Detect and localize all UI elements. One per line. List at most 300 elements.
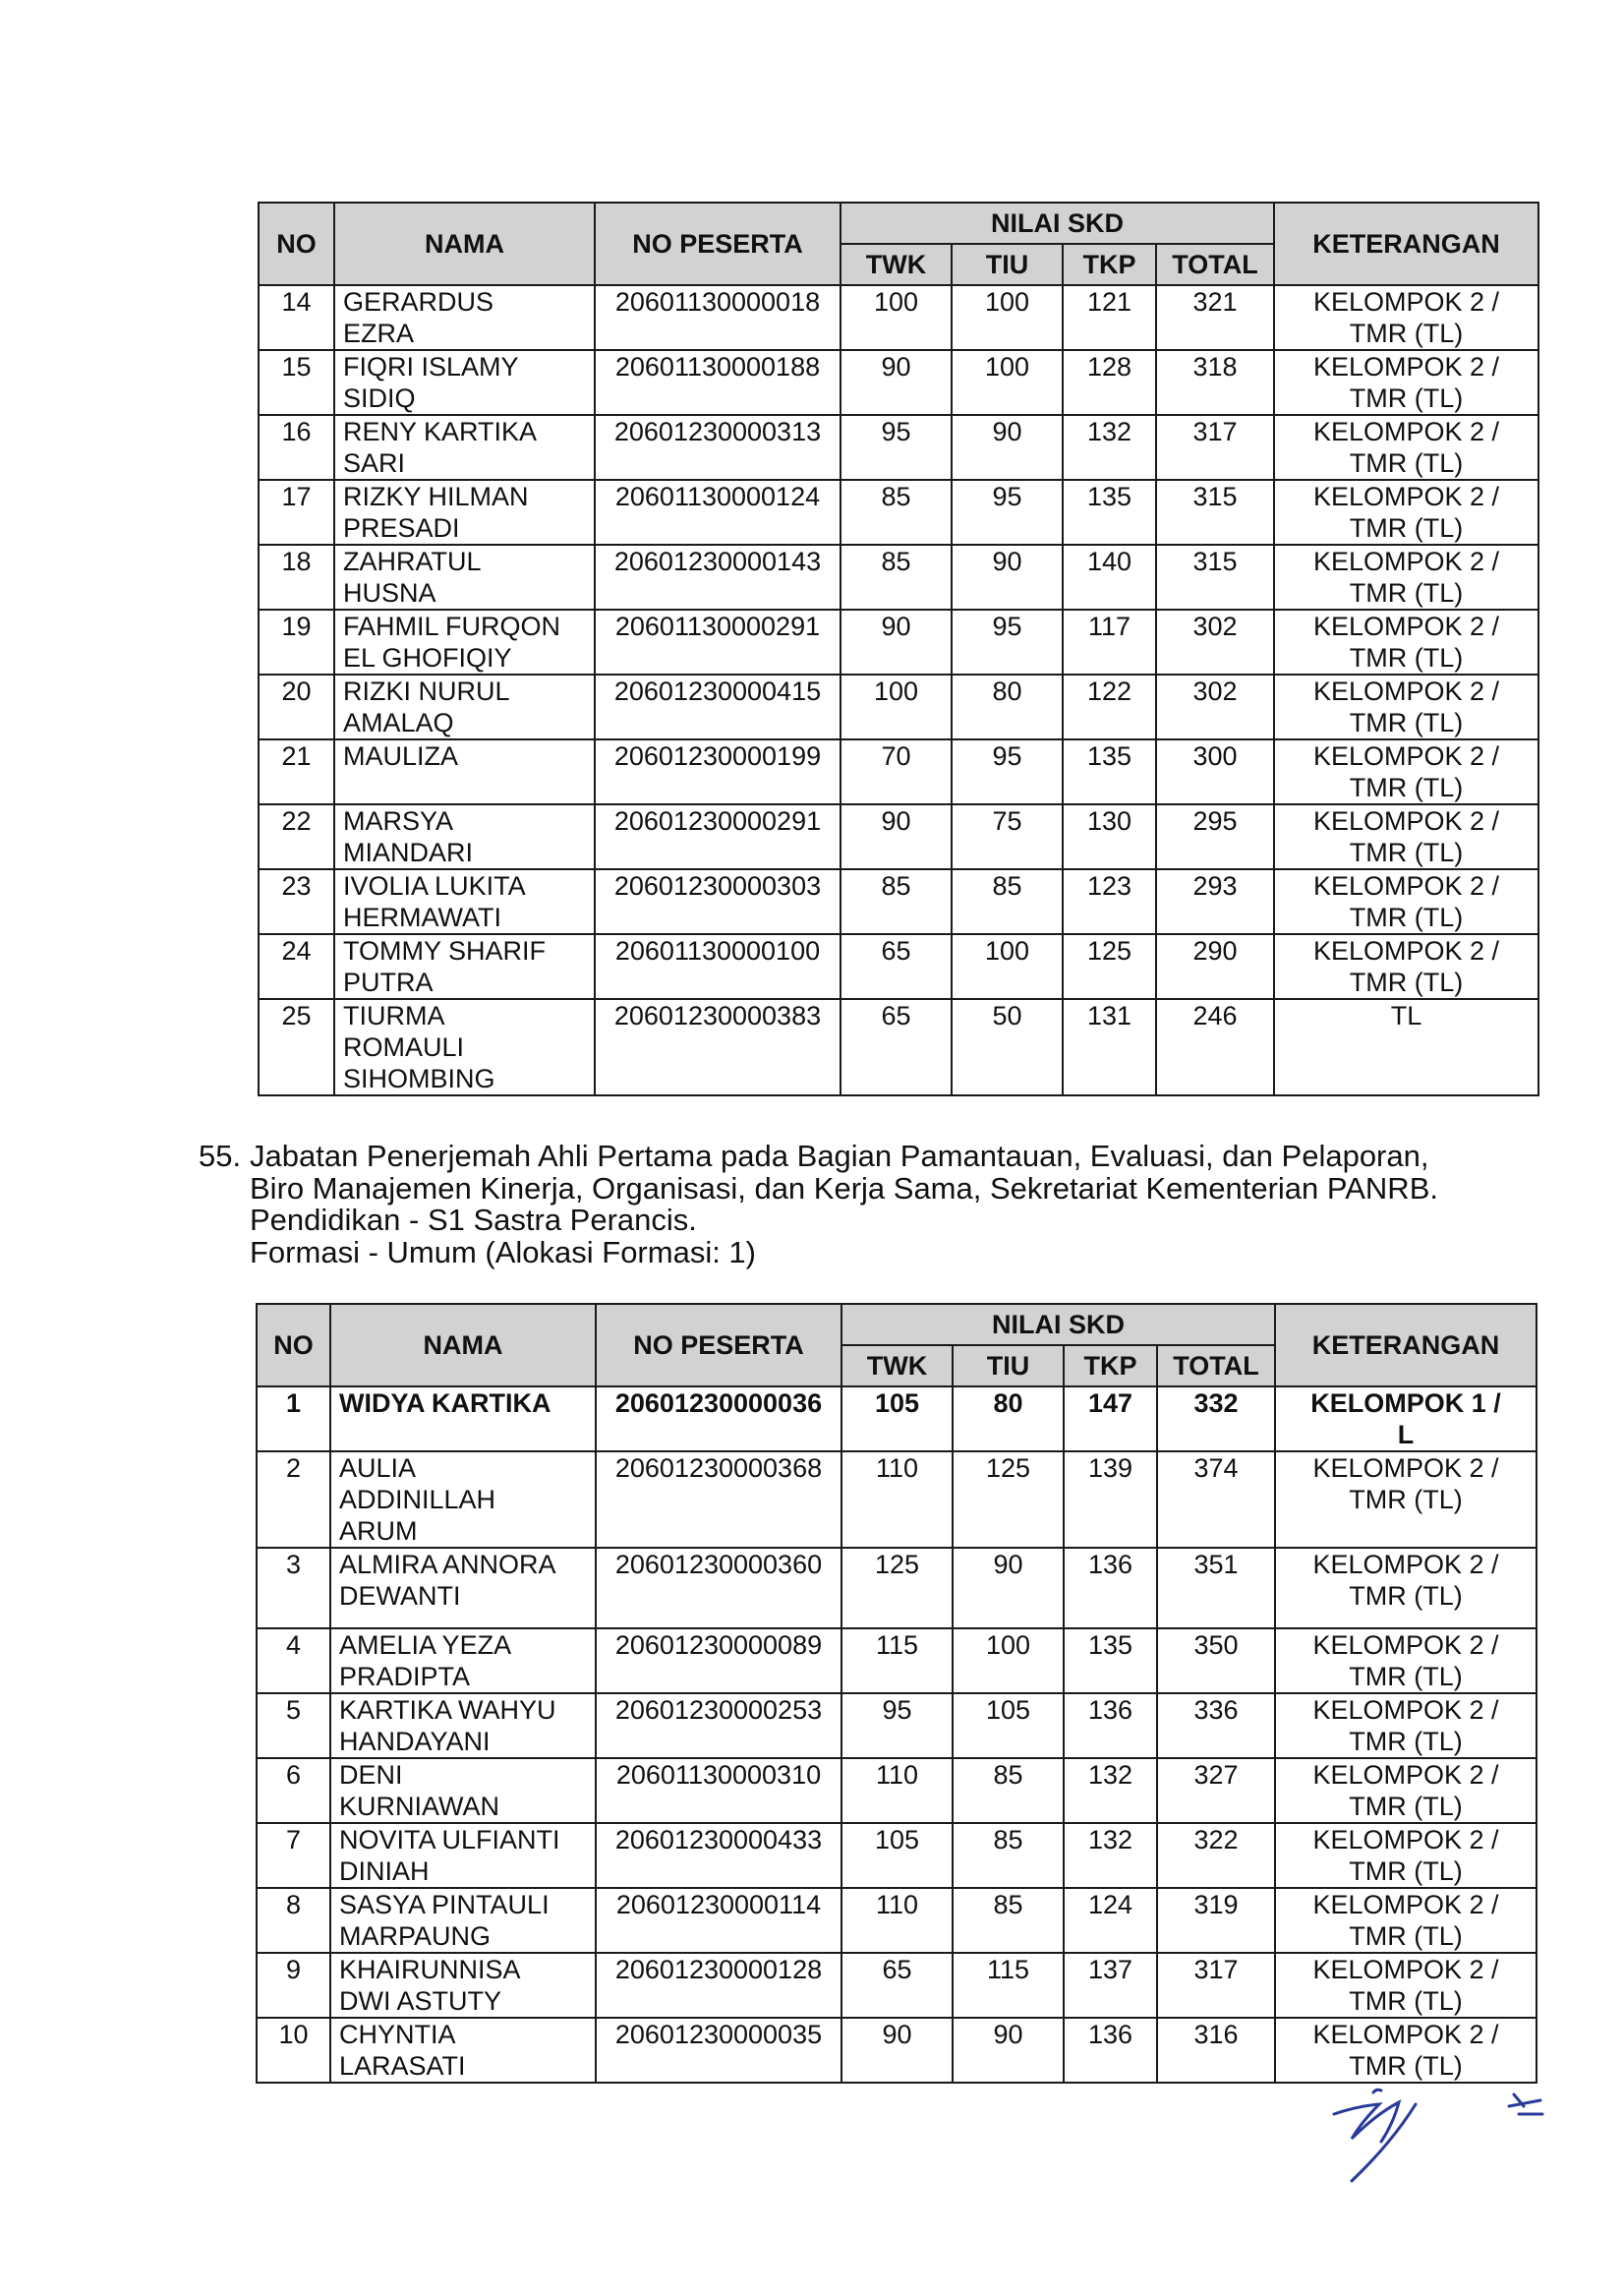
cell-nama-line: EL GHOFIQIY (343, 643, 512, 673)
table-row (257, 2018, 1537, 2083)
cell-total: 321 (1156, 285, 1274, 350)
cell-tiu: 125 (953, 1451, 1064, 1548)
cell-nama (330, 1628, 596, 1693)
cell-nama (334, 804, 595, 869)
cell-tiu: 100 (952, 350, 1063, 415)
cell-no-peserta: 20601230000199 (595, 739, 841, 804)
cell-tkp: 131 (1063, 999, 1156, 1095)
cell-tiu: 100 (952, 285, 1063, 350)
cell-tiu: 115 (953, 1953, 1064, 2018)
cell-no: 1 (257, 1386, 330, 1451)
cell-twk: 65 (841, 934, 952, 999)
cell-no: 24 (259, 934, 334, 999)
cell-keterangan (1274, 869, 1538, 934)
cell-tkp: 132 (1063, 415, 1156, 480)
cell-nama-line: HANDAYANI (339, 1727, 491, 1756)
cell-nama-line: RENY KARTIKA (343, 417, 538, 446)
cell-no-peserta: 20601130000310 (596, 1758, 841, 1823)
cell-no-peserta: 20601230000383 (595, 999, 841, 1095)
cell-total: 302 (1156, 675, 1274, 739)
cell-twk: 90 (841, 350, 952, 415)
cell-no: 2 (257, 1451, 330, 1548)
header-twk: TWK (841, 1345, 953, 1386)
cell-keterangan-line: KELOMPOK 2 / (1312, 677, 1500, 706)
cell-no: 10 (257, 2018, 330, 2083)
header-twk: TWK (841, 244, 952, 285)
header-tiu: TIU (953, 1345, 1064, 1386)
cell-tkp: 136 (1064, 1693, 1157, 1758)
cell-nama-line: KARTIKA WAHYU (339, 1695, 556, 1725)
cell-keterangan-line: KELOMPOK 2 / (1312, 1890, 1499, 1919)
cell-no: 7 (257, 1823, 330, 1888)
cell-keterangan-line: L (1397, 1420, 1415, 1449)
cell-tiu: 90 (952, 415, 1063, 480)
table1-body (259, 285, 1538, 1095)
cell-nama-line: ALMIRA ANNORA (339, 1550, 556, 1579)
cell-keterangan (1274, 415, 1538, 480)
cell-nama (334, 869, 595, 934)
cell-tiu: 90 (952, 545, 1063, 610)
cell-nama-line: SASYA PINTAULI (339, 1890, 550, 1919)
cell-nama-line: SIHOMBING (343, 1064, 495, 1093)
cell-nama-line: HUSNA (343, 578, 436, 608)
cell-nama-line: HERMAWATI (343, 903, 501, 932)
cell-nama (330, 1953, 596, 2018)
cell-tiu: 85 (953, 1758, 1064, 1823)
cell-keterangan-line: KELOMPOK 2 / (1312, 1630, 1499, 1660)
cell-no: 22 (259, 804, 334, 869)
cell-total: 374 (1157, 1451, 1275, 1548)
cell-total: 319 (1157, 1888, 1275, 1953)
cell-nama-line: ZAHRATUL (343, 547, 482, 576)
cell-tkp: 147 (1064, 1386, 1157, 1451)
section-line: Biro Manajemen Kinerja, Organisasi, dan Kerja Sama, Sekretariat Kementerian PANRB. (250, 1170, 1438, 1206)
cell-nama-line: PRESADI (343, 513, 460, 543)
cell-keterangan-line: KELOMPOK 2 / (1312, 1955, 1499, 1984)
cell-nama-line: FIQRI ISLAMY (343, 352, 519, 382)
cell-total: 318 (1156, 350, 1274, 415)
table-row (257, 1823, 1537, 1888)
cell-keterangan (1275, 1451, 1537, 1548)
cell-no: 15 (259, 350, 334, 415)
header-no: NO (259, 203, 334, 285)
section-line: Jabatan Penerjemah Ahli Pertama pada Bagian Pamantauan, Evaluasi, dan Pelaporan, (250, 1139, 1429, 1173)
cell-keterangan-line: TMR (TL) (1349, 708, 1464, 737)
cell-nama (330, 1548, 596, 1628)
section-line: Formasi - Umum (Alokasi Formasi: 1) (250, 1234, 756, 1269)
cell-keterangan (1275, 2018, 1537, 2083)
cell-nama-line: PRADIPTA (339, 1662, 471, 1691)
cell-keterangan (1274, 350, 1538, 415)
cell-keterangan-line: KELOMPOK 2 / (1312, 806, 1500, 836)
cell-twk: 85 (841, 545, 952, 610)
cell-keterangan-line: KELOMPOK 2 / (1312, 1760, 1499, 1790)
cell-keterangan (1274, 610, 1538, 675)
cell-nama (334, 350, 595, 415)
cell-total: 315 (1156, 480, 1274, 545)
cell-tkp: 136 (1064, 1548, 1157, 1628)
cell-keterangan-line: TMR (TL) (1349, 1986, 1463, 2016)
cell-no: 25 (259, 999, 334, 1095)
cell-tiu: 85 (953, 1888, 1064, 1953)
header-nilai-skd: NILAI SKD (841, 203, 1274, 244)
cell-keterangan (1274, 675, 1538, 739)
cell-tkp: 125 (1063, 934, 1156, 999)
cell-tkp: 135 (1063, 480, 1156, 545)
cell-nama-line: DENI (339, 1760, 403, 1790)
cell-no: 4 (257, 1628, 330, 1693)
cell-nama-line: AMELIA YEZA (339, 1630, 512, 1660)
cell-nama-line: GERARDUS (343, 287, 494, 317)
score-table-continued (258, 202, 1539, 1096)
cell-nama-line: DINIAH (339, 1856, 430, 1886)
cell-no-peserta: 20601230000128 (596, 1953, 841, 2018)
section-first-line (199, 1141, 1555, 1173)
cell-keterangan-line: TMR (TL) (1349, 578, 1464, 608)
header-total: TOTAL (1156, 244, 1274, 285)
table-row (259, 804, 1538, 869)
cell-keterangan-line: TMR (TL) (1349, 383, 1464, 413)
cell-nama (330, 1823, 596, 1888)
cell-no-peserta: 20601130000100 (595, 934, 841, 999)
cell-keterangan-line: KELOMPOK 2 / (1312, 352, 1500, 382)
cell-keterangan-line: KELOMPOK 2 / (1312, 1550, 1499, 1579)
cell-tiu: 105 (953, 1693, 1064, 1758)
cell-twk: 115 (841, 1628, 953, 1693)
cell-keterangan (1274, 285, 1538, 350)
cell-nama-line: TIURMA (343, 1001, 445, 1030)
cell-tkp: 128 (1063, 350, 1156, 415)
cell-tkp: 123 (1063, 869, 1156, 934)
cell-no: 17 (259, 480, 334, 545)
cell-keterangan-line: KELOMPOK 2 / (1312, 547, 1500, 576)
table-row (259, 999, 1538, 1095)
cell-keterangan-line: TL (1390, 1001, 1422, 1030)
cell-total: 336 (1157, 1693, 1275, 1758)
cell-twk: 95 (841, 415, 952, 480)
header-keterangan: KETERANGAN (1274, 203, 1538, 285)
cell-no-peserta: 20601130000188 (595, 350, 841, 415)
cell-tkp: 136 (1064, 2018, 1157, 2083)
cell-no-peserta: 20601230000313 (595, 415, 841, 480)
cell-nama (330, 1693, 596, 1758)
cell-nama-line: SARI (343, 448, 406, 478)
cell-keterangan-line: TMR (TL) (1349, 1727, 1463, 1756)
cell-tkp: 130 (1063, 804, 1156, 869)
cell-twk: 125 (841, 1548, 953, 1628)
cell-keterangan (1275, 1888, 1537, 1953)
cell-keterangan (1274, 999, 1538, 1095)
cell-twk: 110 (841, 1888, 953, 1953)
cell-tiu: 80 (953, 1386, 1064, 1451)
cell-total: 295 (1156, 804, 1274, 869)
cell-nama-line: ROMAULI (343, 1032, 465, 1062)
cell-nama (330, 1386, 596, 1451)
cell-keterangan-line: TMR (TL) (1349, 1662, 1463, 1691)
cell-keterangan-line: TMR (TL) (1349, 1856, 1463, 1886)
cell-keterangan-line: TMR (TL) (1349, 1921, 1463, 1951)
cell-tiu: 90 (953, 1548, 1064, 1628)
cell-nama-line: MAULIZA (343, 741, 459, 771)
cell-total: 322 (1157, 1823, 1275, 1888)
cell-keterangan-line: KELOMPOK 2 / (1312, 1453, 1499, 1483)
cell-twk: 65 (841, 999, 952, 1095)
cell-total: 327 (1157, 1758, 1275, 1823)
cell-keterangan-line: TMR (TL) (1349, 903, 1464, 932)
cell-keterangan-line: TMR (TL) (1349, 968, 1464, 997)
cell-keterangan (1274, 739, 1538, 804)
cell-no: 9 (257, 1953, 330, 2018)
cell-nama (330, 2018, 596, 2083)
table-row (259, 415, 1538, 480)
cell-keterangan (1274, 480, 1538, 545)
cell-no: 3 (257, 1548, 330, 1628)
cell-nama-line: RIZKY HILMAN (343, 482, 529, 511)
cell-no-peserta: 20601230000433 (596, 1823, 841, 1888)
cell-twk: 100 (841, 285, 952, 350)
cell-keterangan-line: KELOMPOK 2 / (1312, 871, 1500, 901)
signature-initials (1322, 2085, 1558, 2203)
table-row (259, 350, 1538, 415)
table-row (257, 1628, 1537, 1693)
cell-tkp: 135 (1063, 739, 1156, 804)
table2-body (257, 1386, 1537, 2083)
cell-no: 8 (257, 1888, 330, 1953)
cell-tkp: 139 (1064, 1451, 1157, 1548)
cell-tkp: 137 (1064, 1953, 1157, 2018)
cell-tiu: 85 (952, 869, 1063, 934)
cell-nama-line: SIDIQ (343, 383, 416, 413)
header-keterangan: KETERANGAN (1275, 1304, 1537, 1386)
cell-twk: 85 (841, 869, 952, 934)
cell-nama-line: RIZKI NURUL (343, 677, 510, 706)
table-row (257, 1548, 1537, 1628)
cell-no-peserta: 20601130000124 (595, 480, 841, 545)
cell-total: 332 (1157, 1386, 1275, 1451)
cell-no-peserta: 20601130000291 (595, 610, 841, 675)
cell-nama-line: CHYNTIA (339, 2020, 456, 2049)
header-no: NO (257, 1304, 330, 1386)
cell-total: 293 (1156, 869, 1274, 934)
cell-keterangan-line: KELOMPOK 1 / (1310, 1388, 1501, 1418)
cell-no: 16 (259, 415, 334, 480)
header-tkp: TKP (1063, 244, 1156, 285)
cell-nama-line: PUTRA (343, 968, 434, 997)
cell-twk: 90 (841, 610, 952, 675)
table-row (257, 1888, 1537, 1953)
cell-keterangan-line: KELOMPOK 2 / (1312, 612, 1500, 641)
cell-twk: 105 (841, 1823, 953, 1888)
cell-twk: 100 (841, 675, 952, 739)
table-row (257, 1451, 1537, 1548)
cell-total: 316 (1157, 2018, 1275, 2083)
cell-keterangan-line: TMR (TL) (1349, 1485, 1463, 1514)
cell-twk: 70 (841, 739, 952, 804)
cell-no: 21 (259, 739, 334, 804)
cell-nama-line: FAHMIL FURQON (343, 612, 561, 641)
cell-keterangan-line: TMR (TL) (1349, 773, 1464, 802)
cell-tiu: 95 (952, 480, 1063, 545)
section-55-heading (199, 1141, 1555, 1268)
cell-nama-line: TOMMY SHARIF (343, 936, 547, 966)
cell-tiu: 50 (952, 999, 1063, 1095)
cell-twk: 105 (841, 1386, 953, 1451)
cell-twk: 65 (841, 1953, 953, 2018)
cell-keterangan-line: KELOMPOK 2 / (1312, 1695, 1499, 1725)
cell-no-peserta: 20601230000035 (596, 2018, 841, 2083)
cell-nama (334, 610, 595, 675)
cell-nama (334, 934, 595, 999)
cell-keterangan (1274, 934, 1538, 999)
header-nama: NAMA (330, 1304, 596, 1386)
cell-nama (334, 285, 595, 350)
cell-total: 351 (1157, 1548, 1275, 1628)
cell-tiu: 90 (953, 2018, 1064, 2083)
cell-keterangan-line: TMR (TL) (1349, 448, 1464, 478)
cell-total: 317 (1156, 415, 1274, 480)
cell-nama-line: MARSYA (343, 806, 454, 836)
cell-tkp: 140 (1063, 545, 1156, 610)
cell-no: 5 (257, 1693, 330, 1758)
cell-tkp: 122 (1063, 675, 1156, 739)
cell-no-peserta: 20601230000360 (596, 1548, 841, 1628)
cell-nama-line: NOVITA ULFIANTI (339, 1825, 560, 1854)
table-row (257, 1758, 1537, 1823)
cell-nama-line: WIDYA KARTIKA (339, 1388, 551, 1418)
cell-keterangan-line: TMR (TL) (1349, 2051, 1463, 2081)
cell-keterangan (1274, 545, 1538, 610)
table-row (259, 285, 1538, 350)
header-total: TOTAL (1157, 1345, 1275, 1386)
cell-nama (330, 1758, 596, 1823)
cell-tkp: 135 (1064, 1628, 1157, 1693)
cell-keterangan (1275, 1953, 1537, 2018)
table-row (257, 1386, 1537, 1451)
cell-tiu: 100 (953, 1628, 1064, 1693)
cell-keterangan (1275, 1548, 1537, 1628)
cell-no: 18 (259, 545, 334, 610)
score-table-section-55 (256, 1303, 1537, 2084)
cell-tiu: 85 (953, 1823, 1064, 1888)
cell-tiu: 75 (952, 804, 1063, 869)
cell-keterangan (1275, 1628, 1537, 1693)
cell-nama-line: AULIA (339, 1453, 417, 1483)
cell-nama-line: DEWANTI (339, 1581, 461, 1611)
cell-total: 350 (1157, 1628, 1275, 1693)
cell-tiu: 100 (952, 934, 1063, 999)
cell-keterangan-line: TMR (TL) (1349, 319, 1464, 348)
cell-no-peserta: 20601230000291 (595, 804, 841, 869)
cell-no-peserta: 20601230000143 (595, 545, 841, 610)
cell-tkp: 121 (1063, 285, 1156, 350)
cell-total: 290 (1156, 934, 1274, 999)
cell-no-peserta: 20601230000415 (595, 675, 841, 739)
cell-nama (330, 1888, 596, 1953)
cell-no: 19 (259, 610, 334, 675)
header-no-peserta: NO PESERTA (596, 1304, 841, 1386)
cell-twk: 95 (841, 1693, 953, 1758)
section-line: Pendidikan - S1 Sastra Perancis. (250, 1203, 697, 1237)
cell-nama (334, 545, 595, 610)
cell-keterangan (1275, 1693, 1537, 1758)
table-row (259, 480, 1538, 545)
cell-no: 23 (259, 869, 334, 934)
cell-tiu: 80 (952, 675, 1063, 739)
cell-twk: 90 (841, 804, 952, 869)
cell-tkp: 132 (1064, 1758, 1157, 1823)
cell-no-peserta: 20601230000114 (596, 1888, 841, 1953)
cell-tiu: 95 (952, 739, 1063, 804)
cell-nama-line: LARASATI (339, 2051, 466, 2081)
cell-nama-line: EZRA (343, 319, 415, 348)
cell-keterangan (1275, 1823, 1537, 1888)
cell-no: 20 (259, 675, 334, 739)
cell-tiu: 95 (952, 610, 1063, 675)
cell-total: 246 (1156, 999, 1274, 1095)
header-nilai-skd: NILAI SKD (841, 1304, 1275, 1345)
cell-twk: 90 (841, 2018, 953, 2083)
table-row (259, 610, 1538, 675)
header-nama: NAMA (334, 203, 595, 285)
cell-keterangan-line: KELOMPOK 2 / (1312, 417, 1500, 446)
cell-nama-line: ARUM (339, 1516, 418, 1546)
cell-keterangan-line: TMR (TL) (1349, 1581, 1463, 1611)
cell-nama-line: MARPAUNG (339, 1921, 492, 1951)
cell-nama (330, 1451, 596, 1548)
header-tkp: TKP (1064, 1345, 1157, 1386)
cell-keterangan-line: TMR (TL) (1349, 838, 1464, 867)
table-row (259, 934, 1538, 999)
cell-nama-line: KURNIAWAN (339, 1792, 500, 1821)
cell-keterangan-line: TMR (TL) (1349, 513, 1464, 543)
cell-nama (334, 675, 595, 739)
cell-twk: 110 (841, 1451, 953, 1548)
cell-total: 317 (1157, 1953, 1275, 2018)
cell-nama-line: AMALAQ (343, 708, 454, 737)
cell-no-peserta: 20601230000253 (596, 1693, 841, 1758)
cell-tkp: 124 (1064, 1888, 1157, 1953)
section-number: 55. (199, 1139, 242, 1173)
cell-tkp: 117 (1063, 610, 1156, 675)
cell-keterangan-line: KELOMPOK 2 / (1312, 2020, 1499, 2049)
header-tiu: TIU (952, 244, 1063, 285)
cell-total: 315 (1156, 545, 1274, 610)
cell-no-peserta: 20601230000303 (595, 869, 841, 934)
cell-nama-line: KHAIRUNNISA (339, 1955, 521, 1984)
table-row (259, 739, 1538, 804)
cell-keterangan (1275, 1386, 1537, 1451)
cell-nama-line: IVOLIA LUKITA (343, 871, 526, 901)
table-row (259, 869, 1538, 934)
cell-keterangan-line: KELOMPOK 2 / (1312, 482, 1500, 511)
table-row (257, 1953, 1537, 2018)
cell-keterangan-line: KELOMPOK 2 / (1312, 1825, 1499, 1854)
cell-twk: 110 (841, 1758, 953, 1823)
cell-nama-line: MIANDARI (343, 838, 474, 867)
cell-keterangan (1274, 804, 1538, 869)
cell-nama (334, 415, 595, 480)
cell-keterangan-line: TMR (TL) (1349, 643, 1464, 673)
cell-nama-line: DWI ASTUTY (339, 1986, 502, 2016)
table-row (259, 675, 1538, 739)
cell-nama-line: ADDINILLAH (339, 1485, 496, 1514)
cell-keterangan-line: KELOMPOK 2 / (1312, 936, 1500, 966)
cell-total: 300 (1156, 739, 1274, 804)
cell-nama (334, 480, 595, 545)
cell-no-peserta: 20601230000089 (596, 1628, 841, 1693)
cell-keterangan-line: KELOMPOK 2 / (1312, 287, 1500, 317)
header-no-peserta: NO PESERTA (595, 203, 841, 285)
